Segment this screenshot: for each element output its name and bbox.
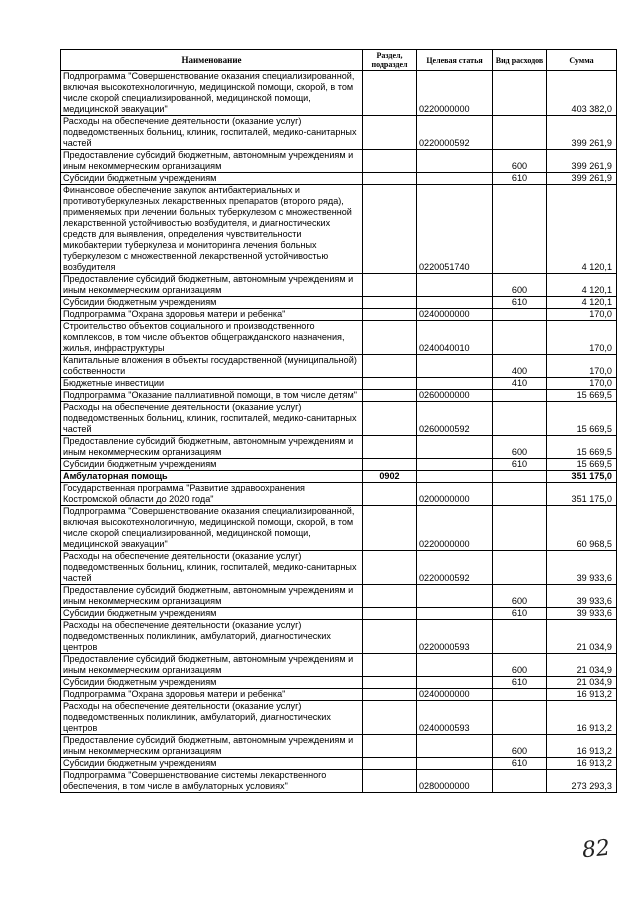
cell-target: 0220000000 — [417, 71, 493, 116]
cell-target — [417, 150, 493, 173]
cell-kind — [493, 321, 547, 355]
cell-target — [417, 355, 493, 378]
cell-target: 0240000000 — [417, 689, 493, 701]
table-row — [61, 758, 617, 770]
cell-kind — [493, 390, 547, 402]
cell-name: Предоставление субсидий бюджетным, автономным учреждениям и иным некоммерческим организациям — [61, 654, 363, 677]
cell-target — [417, 459, 493, 471]
table-row — [61, 551, 617, 585]
cell-name: Строительство объектов социального и производственного комплексов, в том числе объектов общегражданского назначения, жилья, инфраструктуры — [61, 321, 363, 355]
cell-target — [417, 274, 493, 297]
cell-target — [417, 735, 493, 758]
cell-name: Расходы на обеспечение деятельности (оказание услуг) подведомственных больниц, клиник, госпиталей, медико-санитарных частей — [61, 116, 363, 150]
cell-kind: 400 — [493, 355, 547, 378]
cell-kind: 610 — [493, 758, 547, 770]
cell-target: 0200000000 — [417, 483, 493, 506]
cell-name: Расходы на обеспечение деятельности (оказание услуг) подведомственных больниц, клиник, госпиталей, медико-санитарных частей — [61, 551, 363, 585]
cell-section: 0902 — [363, 471, 417, 483]
table-row — [61, 701, 617, 735]
cell-target — [417, 436, 493, 459]
cell-name: Субсидии бюджетным учреждениям — [61, 758, 363, 770]
cell-name: Предоставление субсидий бюджетным, автономным учреждениям и иным некоммерческим организациям — [61, 585, 363, 608]
cell-kind — [493, 185, 547, 274]
cell-name: Расходы на обеспечение деятельности (оказание услуг) подведомственных поликлиник, амбулаторий, диагностических центров — [61, 701, 363, 735]
cell-sum: 15 669,5 — [547, 390, 617, 402]
cell-section — [363, 150, 417, 173]
cell-kind — [493, 770, 547, 793]
table-row — [61, 436, 617, 459]
cell-target — [417, 654, 493, 677]
header-section: Раздел, подраздел — [363, 50, 417, 71]
cell-section — [363, 585, 417, 608]
cell-target — [417, 677, 493, 689]
cell-name: Амбулаторная помощь — [61, 471, 363, 483]
cell-name: Субсидии бюджетным учреждениям — [61, 459, 363, 471]
cell-sum: 39 933,6 — [547, 551, 617, 585]
cell-section — [363, 758, 417, 770]
cell-name: Финансовое обеспечение закупок антибактериальных и противотуберкулезных лекарственных препаратов (второго ряда), применяемых при лечении больных туберкулезом с множественной лекарственной устойчивостью возбудителя, и диагностических средств для выявления, определения чувствительности микобактерии туберкулеза и мониторинга лечения больных туберкулезом с множественной лекарственной устойчивостью возбудителя — [61, 185, 363, 274]
cell-name: Субсидии бюджетным учреждениям — [61, 677, 363, 689]
cell-name: Подпрограмма "Совершенствование оказания специализированной, включая высокотехнологичную, медицинской помощи, скорой, в том числе скорой специализированной, медицинской помощи, медицинской эвакуации" — [61, 506, 363, 551]
cell-kind: 610 — [493, 297, 547, 309]
cell-kind: 600 — [493, 735, 547, 758]
cell-section — [363, 551, 417, 585]
table-row — [61, 71, 617, 116]
cell-kind — [493, 506, 547, 551]
cell-sum: 170,0 — [547, 321, 617, 355]
cell-section — [363, 390, 417, 402]
table-row — [61, 150, 617, 173]
cell-section — [363, 436, 417, 459]
table-row — [61, 321, 617, 355]
cell-name: Подпрограмма "Охрана здоровья матери и ребенка" — [61, 309, 363, 321]
cell-name: Субсидии бюджетным учреждениям — [61, 608, 363, 620]
cell-kind — [493, 689, 547, 701]
cell-sum: 399 261,9 — [547, 173, 617, 185]
table-row — [61, 735, 617, 758]
table-row — [61, 173, 617, 185]
cell-kind: 600 — [493, 585, 547, 608]
cell-kind: 610 — [493, 459, 547, 471]
cell-kind — [493, 116, 547, 150]
table-header-row — [61, 50, 617, 71]
cell-kind — [493, 402, 547, 436]
table-row — [61, 390, 617, 402]
cell-name: Субсидии бюджетным учреждениям — [61, 173, 363, 185]
cell-sum: 16 913,2 — [547, 689, 617, 701]
cell-sum: 4 120,1 — [547, 185, 617, 274]
table-row — [61, 654, 617, 677]
cell-sum: 403 382,0 — [547, 71, 617, 116]
cell-name: Бюджетные инвестиции — [61, 378, 363, 390]
cell-section — [363, 677, 417, 689]
cell-sum: 16 913,2 — [547, 758, 617, 770]
cell-target — [417, 378, 493, 390]
cell-target: 0260000592 — [417, 402, 493, 436]
cell-sum: 21 034,9 — [547, 677, 617, 689]
cell-target — [417, 758, 493, 770]
cell-sum: 60 968,5 — [547, 506, 617, 551]
cell-section — [363, 71, 417, 116]
cell-sum: 399 261,9 — [547, 150, 617, 173]
cell-section — [363, 459, 417, 471]
header-target: Целевая статья — [417, 50, 493, 71]
cell-sum: 273 293,3 — [547, 770, 617, 793]
cell-name: Субсидии бюджетным учреждениям — [61, 297, 363, 309]
cell-section — [363, 378, 417, 390]
header-sum: Сумма — [547, 50, 617, 71]
cell-kind: 600 — [493, 654, 547, 677]
cell-name: Расходы на обеспечение деятельности (оказание услуг) подведомственных поликлиник, амбулаторий, диагностических центров — [61, 620, 363, 654]
cell-section — [363, 185, 417, 274]
cell-section — [363, 654, 417, 677]
table-row — [61, 378, 617, 390]
cell-section — [363, 701, 417, 735]
cell-sum: 399 261,9 — [547, 116, 617, 150]
cell-sum: 39 933,6 — [547, 608, 617, 620]
cell-section — [363, 274, 417, 297]
table-row — [61, 585, 617, 608]
cell-kind: 610 — [493, 677, 547, 689]
cell-section — [363, 309, 417, 321]
cell-name: Государственная программа "Развитие здравоохранения Костромской области до 2020 года" — [61, 483, 363, 506]
cell-target — [417, 608, 493, 620]
cell-target — [417, 471, 493, 483]
cell-section — [363, 608, 417, 620]
cell-kind — [493, 701, 547, 735]
cell-kind: 610 — [493, 608, 547, 620]
cell-sum: 16 913,2 — [547, 701, 617, 735]
cell-target: 0240040010 — [417, 321, 493, 355]
budget-table — [60, 49, 617, 793]
cell-section — [363, 116, 417, 150]
cell-name: Предоставление субсидий бюджетным, автономным учреждениям и иным некоммерческим организациям — [61, 150, 363, 173]
cell-kind: 600 — [493, 274, 547, 297]
cell-target: 0220000592 — [417, 116, 493, 150]
table-row — [61, 459, 617, 471]
cell-target: 0260000000 — [417, 390, 493, 402]
table-row — [61, 309, 617, 321]
cell-sum: 351 175,0 — [547, 483, 617, 506]
header-kind: Вид расходов — [493, 50, 547, 71]
cell-sum: 4 120,1 — [547, 274, 617, 297]
cell-section — [363, 402, 417, 436]
cell-kind: 600 — [493, 150, 547, 173]
cell-sum: 4 120,1 — [547, 297, 617, 309]
cell-kind: 410 — [493, 378, 547, 390]
cell-target: 0280000000 — [417, 770, 493, 793]
table-row — [61, 689, 617, 701]
cell-sum: 16 913,2 — [547, 735, 617, 758]
cell-sum: 21 034,9 — [547, 620, 617, 654]
cell-target: 0240000000 — [417, 309, 493, 321]
table-row — [61, 483, 617, 506]
cell-name: Предоставление субсидий бюджетным, автономным учреждениям и иным некоммерческим организациям — [61, 274, 363, 297]
cell-sum: 170,0 — [547, 355, 617, 378]
cell-kind: 600 — [493, 436, 547, 459]
cell-section — [363, 355, 417, 378]
cell-kind — [493, 309, 547, 321]
cell-sum: 351 175,0 — [547, 471, 617, 483]
header-name: Наименование — [61, 50, 363, 71]
cell-kind — [493, 620, 547, 654]
cell-section — [363, 620, 417, 654]
cell-kind — [493, 71, 547, 116]
cell-target: 0220000000 — [417, 506, 493, 551]
table-row — [61, 402, 617, 436]
cell-sum: 170,0 — [547, 378, 617, 390]
table-row — [61, 677, 617, 689]
cell-kind — [493, 471, 547, 483]
cell-sum: 39 933,6 — [547, 585, 617, 608]
table-row — [61, 620, 617, 654]
table-row — [61, 185, 617, 274]
table-row — [61, 355, 617, 378]
cell-section — [363, 297, 417, 309]
cell-sum: 170,0 — [547, 309, 617, 321]
cell-kind: 610 — [493, 173, 547, 185]
cell-name: Капитальные вложения в объекты государственной (муниципальной) собственности — [61, 355, 363, 378]
cell-name: Расходы на обеспечение деятельности (оказание услуг) подведомственных больниц, клиник, госпиталей, медико-санитарных частей — [61, 402, 363, 436]
cell-sum: 21 034,9 — [547, 654, 617, 677]
table-row — [61, 297, 617, 309]
cell-name: Подпрограмма "Оказание паллиативной помощи, в том числе детям" — [61, 390, 363, 402]
cell-target — [417, 297, 493, 309]
cell-name: Подпрограмма "Совершенствование оказания специализированной, включая высокотехнологичную, медицинской помощи, скорой, в том числе скорой специализированной, медицинской помощи, медицинской эвакуации" — [61, 71, 363, 116]
page-number: 82 — [580, 835, 612, 864]
cell-sum: 15 669,5 — [547, 436, 617, 459]
cell-target: 0240000593 — [417, 701, 493, 735]
cell-target: 0220000593 — [417, 620, 493, 654]
cell-kind — [493, 551, 547, 585]
cell-section — [363, 770, 417, 793]
cell-section — [363, 735, 417, 758]
table-row — [61, 274, 617, 297]
cell-name: Предоставление субсидий бюджетным, автономным учреждениям и иным некоммерческим организациям — [61, 436, 363, 459]
cell-section — [363, 689, 417, 701]
table-row — [61, 506, 617, 551]
cell-target: 0220000592 — [417, 551, 493, 585]
cell-section — [363, 173, 417, 185]
cell-name: Подпрограмма "Охрана здоровья матери и ребенка" — [61, 689, 363, 701]
table-row — [61, 116, 617, 150]
cell-section — [363, 506, 417, 551]
cell-name: Подпрограмма "Совершенствование системы лекарственного обеспечения, в том числе в амбулаторных условиях" — [61, 770, 363, 793]
cell-target: 0220051740 — [417, 185, 493, 274]
table-row — [61, 770, 617, 793]
cell-sum: 15 669,5 — [547, 459, 617, 471]
cell-section — [363, 321, 417, 355]
cell-target — [417, 585, 493, 608]
cell-sum: 15 669,5 — [547, 402, 617, 436]
table-row — [61, 608, 617, 620]
cell-target — [417, 173, 493, 185]
table-body — [61, 71, 617, 793]
cell-name: Предоставление субсидий бюджетным, автономным учреждениям и иным некоммерческим организациям — [61, 735, 363, 758]
cell-section — [363, 483, 417, 506]
cell-kind — [493, 483, 547, 506]
table-row — [61, 471, 617, 483]
